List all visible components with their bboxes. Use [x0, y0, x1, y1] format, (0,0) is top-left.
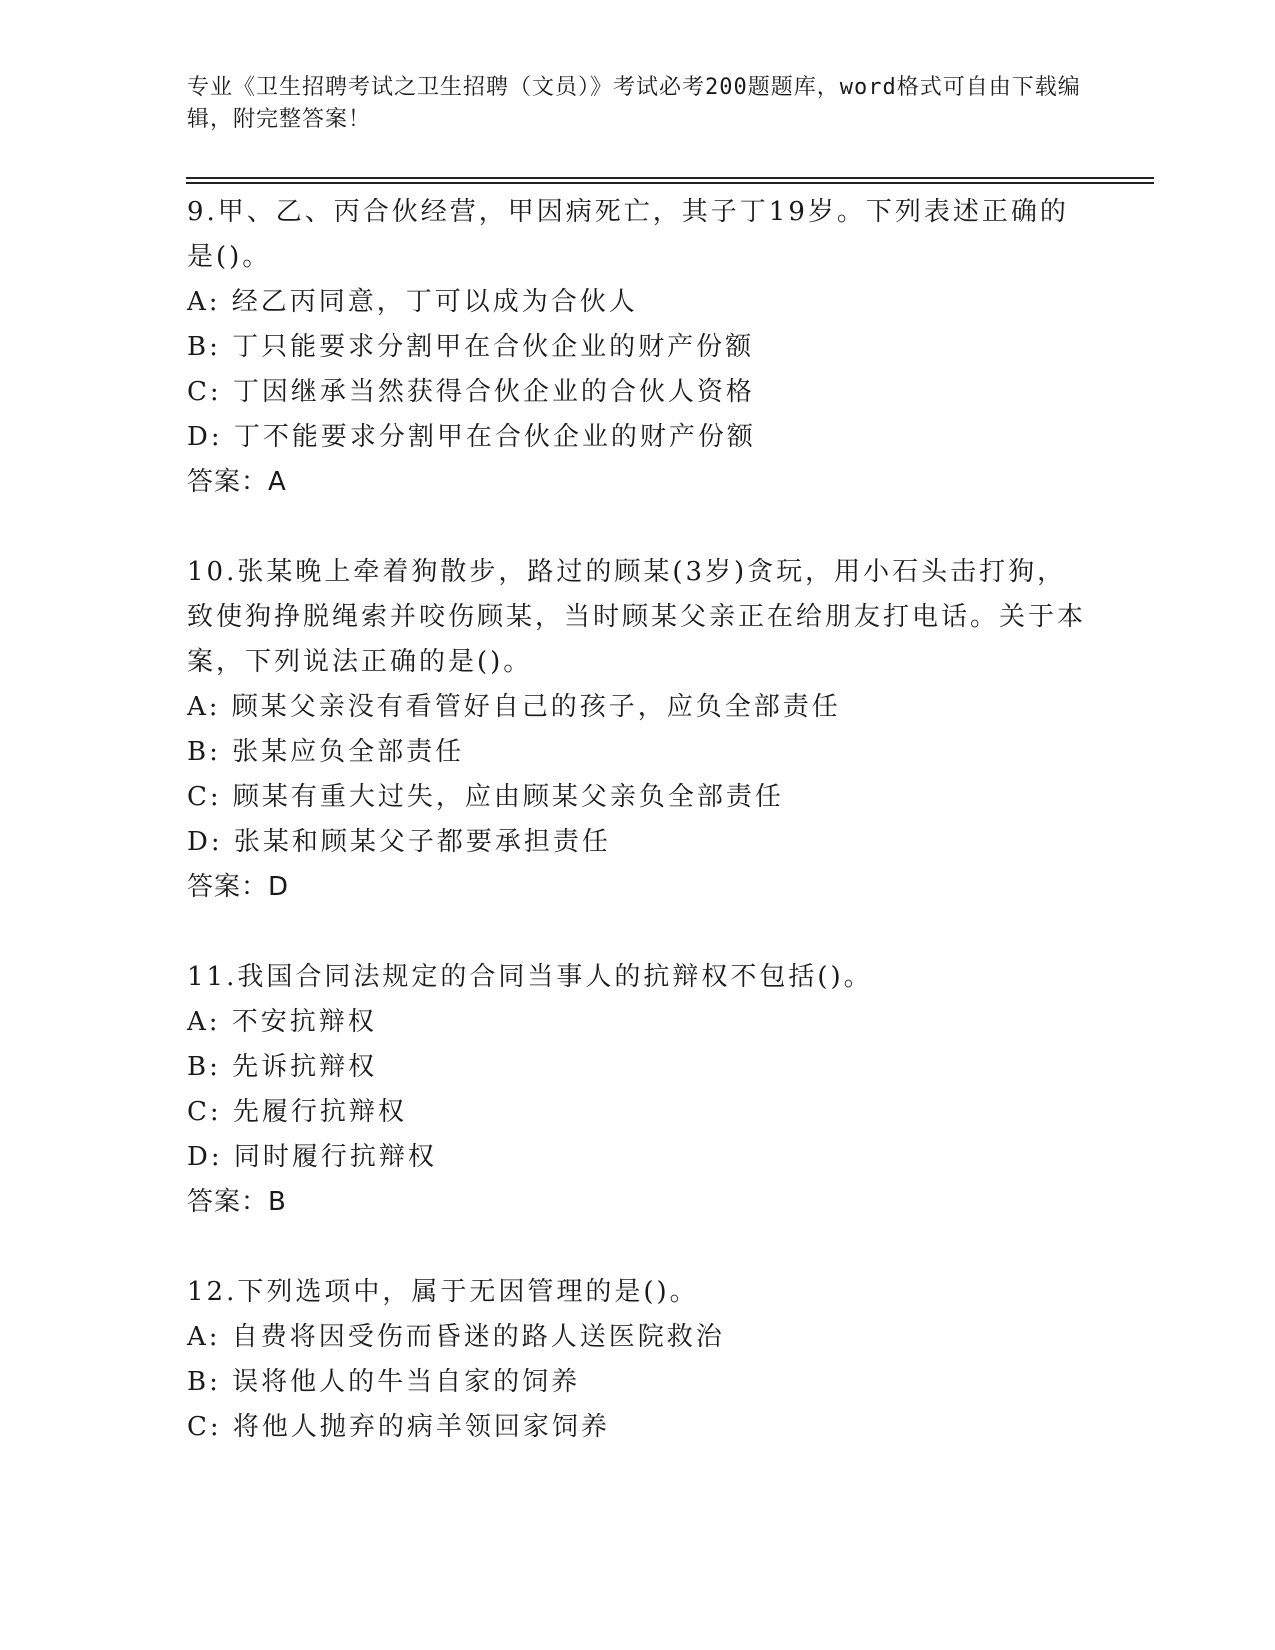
header-divider-bottom: [186, 182, 1154, 184]
question-text: 10.张某晚上牵着狗散步，路过的顾某(3岁)贪玩，用小石头击打狗，致使狗挣脱绳索并咬伤顾某，当时顾某父亲正在给朋友打电话。关于本案，下列说法正确的是()。: [187, 557, 1087, 677]
option-c: C: 将他人抛弃的病羊领回家饲养: [187, 1412, 610, 1442]
answer-text: 答案：A: [187, 467, 287, 497]
header-divider-top: [186, 177, 1154, 179]
option-c: C: 顾某有重大过失，应由顾某父亲负全部责任: [187, 782, 784, 812]
document-header: [187, 72, 1087, 136]
question-list: [187, 190, 1087, 1450]
answer-text: 答案：D: [187, 872, 290, 902]
option-b: B: 误将他人的牛当自家的饲养: [187, 1367, 581, 1397]
option-a: A: 自费将因受伤而昏迷的路人送医院救治: [187, 1322, 725, 1352]
question-text: 11.我国合同法规定的合同当事人的抗辩权不包括()。: [187, 962, 873, 992]
answer-text: 答案：B: [187, 1187, 287, 1217]
option-d: D: 张某和顾某父子都要承担责任: [187, 827, 611, 857]
question-text: 9.甲、乙、丙合伙经营，甲因病死亡，其子丁19岁。下列表述正确的是()。: [187, 197, 1069, 272]
option-b: B: 先诉抗辩权: [187, 1052, 378, 1082]
option-b: B: 丁只能要求分割甲在合伙企业的财产份额: [187, 332, 755, 362]
header-intro-text: 专业《卫生招聘考试之卫生招聘（文员）》考试必考200题题库，word格式可自由下载编辑，附完整答案！: [187, 75, 1081, 132]
question-block-9: [187, 190, 1087, 505]
question-block-10: [187, 550, 1087, 910]
option-d: D: 同时履行抗辩权: [187, 1142, 437, 1172]
option-d: D: 丁不能要求分割甲在合伙企业的财产份额: [187, 422, 756, 452]
option-a: A: 经乙丙同意，丁可以成为合伙人: [187, 287, 638, 317]
option-c: C: 丁因继承当然获得合伙企业的合伙人资格: [187, 377, 755, 407]
option-a: A: 不安抗辩权: [187, 1007, 377, 1037]
option-a: A: 顾某父亲没有看管好自己的孩子，应负全部责任: [187, 692, 841, 722]
question-block-12: [187, 1270, 1087, 1450]
question-text: 12.下列选项中，属于无因管理的是()。: [187, 1277, 699, 1307]
question-block-11: [187, 955, 1087, 1225]
option-c: C: 先履行抗辩权: [187, 1097, 407, 1127]
option-b: B: 张某应负全部责任: [187, 737, 465, 767]
